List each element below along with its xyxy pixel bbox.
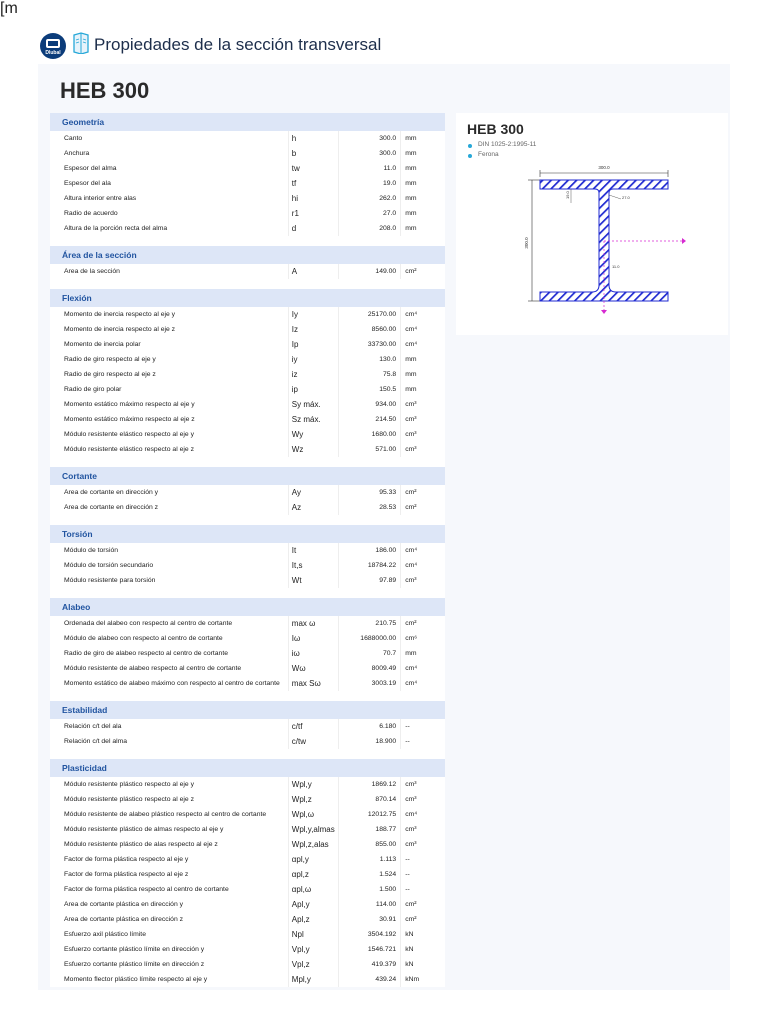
property-row [50, 822, 445, 837]
property-symbol: Sz máx. [288, 412, 338, 427]
property-row [50, 367, 445, 382]
property-row [50, 131, 445, 146]
property-row [50, 661, 445, 676]
property-value: 18784.22 [338, 558, 402, 573]
property-value: 571.00 [338, 442, 402, 457]
property-unit: cm⁴ [405, 811, 418, 818]
property-symbol: Npl [288, 927, 338, 942]
property-value: 12012.75 [338, 807, 402, 822]
property-symbol: αpl,y [288, 852, 338, 867]
property-row [50, 176, 445, 191]
property-value: 188.77 [338, 822, 402, 837]
property-description: Factor de forma plástica respecto al eje y [64, 856, 189, 863]
property-symbol: A [288, 264, 338, 279]
property-description: Factor de forma plástica respecto al centro de cortante [64, 886, 229, 893]
property-description: Módulo resistente elástico respecto al eje y [64, 431, 194, 438]
property-value: 18.900 [338, 734, 402, 749]
property-row [50, 146, 445, 161]
property-unit: -- [405, 723, 410, 730]
property-row [50, 485, 445, 500]
group-header: Alabeo [50, 598, 445, 616]
logo-text: Dlubal [45, 50, 61, 56]
property-symbol: d [288, 221, 338, 236]
property-description: Esfuerzo cortante plástico límite en dirección y [64, 946, 205, 953]
property-description: Módulo resistente de alabeo respecto al centro de cortante [64, 665, 242, 672]
property-unit: kN [405, 946, 414, 953]
property-description: Ordenada del alabeo con respecto al centro de cortante [64, 620, 233, 627]
property-row [50, 352, 445, 367]
property-description: Módulo resistente plástico de almas respecto al eje y [64, 826, 224, 833]
property-symbol: iω [288, 646, 338, 661]
property-value: 210.75 [338, 616, 402, 631]
property-symbol: Ay [288, 485, 338, 500]
property-symbol: Iz [288, 322, 338, 337]
property-row [50, 942, 445, 957]
property-description: Área de la sección [64, 268, 120, 275]
property-value: 33730.00 [338, 337, 402, 352]
group-header: Cortante [50, 467, 445, 485]
property-symbol: Wpl,y,almas [288, 822, 338, 837]
property-value: 97.89 [338, 573, 402, 588]
property-symbol: b [288, 146, 338, 161]
property-unit: kN [405, 931, 414, 938]
property-description: Área de cortante en dirección z [64, 504, 159, 511]
property-value: 1.524 [338, 867, 402, 882]
property-row [50, 837, 445, 852]
property-unit: cm³ [405, 431, 417, 438]
property-description: Relación c/t del ala [64, 723, 122, 730]
property-symbol: max Sω [288, 676, 338, 691]
section-preview-panel [456, 113, 728, 335]
property-row [50, 792, 445, 807]
property-symbol: It [288, 543, 338, 558]
property-row [50, 191, 445, 206]
property-row [50, 427, 445, 442]
property-row [50, 264, 445, 279]
property-unit: cm³ [405, 781, 417, 788]
group-spacer [50, 588, 445, 598]
property-row [50, 777, 445, 792]
property-value: 439.24 [338, 972, 402, 987]
property-symbol: Wpl,ω [288, 807, 338, 822]
property-unit: -- [405, 886, 410, 893]
property-unit: cm³ [405, 401, 417, 408]
property-symbol: Iy [288, 307, 338, 322]
property-value: 208.0 [338, 221, 402, 236]
property-unit: cm⁴ [405, 680, 418, 687]
property-value: 1688000.00 [338, 631, 402, 646]
property-symbol: Iω [288, 631, 338, 646]
properties-table [50, 113, 445, 987]
source-item-norm: DIN 1025-2:1995-11 [466, 141, 536, 151]
property-value: 262.0 [338, 191, 402, 206]
property-value: 3003.19 [338, 676, 402, 691]
property-description: Momento estático de alabeo máximo con respecto al centro de cortante [64, 680, 280, 687]
property-description: Módulo de alabeo con respecto al centro de cortante [64, 635, 223, 642]
property-description: Esfuerzo cortante plástico límite en dirección z [64, 961, 205, 968]
property-row [50, 882, 445, 897]
property-value: 28.53 [338, 500, 402, 515]
property-row [50, 382, 445, 397]
property-row [50, 616, 445, 631]
property-unit: -- [405, 738, 410, 745]
property-unit: cm³ [405, 826, 417, 833]
section-drawing [456, 113, 728, 335]
app-title: Propiedades de la sección transversal [94, 35, 382, 54]
property-value: 870.14 [338, 792, 402, 807]
property-unit: cm² [405, 268, 417, 275]
property-value: 8560.00 [338, 322, 402, 337]
property-value: 1680.00 [338, 427, 402, 442]
property-value: 1869.12 [338, 777, 402, 792]
group-header: Plasticidad [50, 759, 445, 777]
property-description: Espesor del alma [64, 165, 117, 172]
property-row [50, 307, 445, 322]
property-row [50, 337, 445, 352]
group-header: Área de la sección [50, 246, 445, 264]
property-symbol: Apl,y [288, 897, 338, 912]
property-value: 25170.00 [338, 307, 402, 322]
property-row [50, 500, 445, 515]
property-description: Momento de inercia respecto al eje z [64, 326, 176, 333]
property-unit: cm⁶ [405, 635, 418, 642]
property-symbol: Wpl,z,alas [288, 837, 338, 852]
property-symbol: Wy [288, 427, 338, 442]
property-unit: cm² [405, 489, 417, 496]
property-symbol: max ω [288, 616, 338, 631]
property-unit: cm⁴ [405, 326, 418, 333]
property-description: Momento estático máximo respecto al eje z [64, 416, 195, 423]
property-row [50, 161, 445, 176]
property-value: 114.00 [338, 897, 402, 912]
property-row [50, 676, 445, 691]
dim-label-top: 300.0 [598, 165, 610, 170]
property-description: Esfuerzo axil plástico límite [64, 931, 146, 938]
property-unit: mm [405, 135, 417, 142]
property-unit: mm [405, 165, 417, 172]
property-value: 934.00 [338, 397, 402, 412]
property-description: Canto [64, 135, 83, 142]
property-description: Radio de giro respecto al eje z [64, 371, 156, 378]
property-value: 75.8 [338, 367, 402, 382]
property-symbol: Wpl,y [288, 777, 338, 792]
section-title: HEB 300 [60, 78, 150, 103]
property-description: Momento flector plástico límite respecto al eje y [64, 976, 208, 983]
dim-label-left: 300.0 [524, 237, 529, 249]
group-spacer [50, 749, 445, 759]
property-unit: cm³ [405, 841, 417, 848]
property-description: Módulo resistente de alabeo plástico respecto al centro de cortante [64, 811, 267, 818]
property-unit: cm³ [405, 796, 417, 803]
property-description: Área de cortante en dirección y [64, 489, 159, 496]
group-header: Flexión [50, 289, 445, 307]
property-unit: cm⁴ [405, 311, 418, 318]
property-row [50, 897, 445, 912]
property-unit: mm [405, 150, 417, 157]
property-symbol: r1 [288, 206, 338, 221]
section-properties-icon [72, 32, 90, 54]
property-unit: cm³ [405, 446, 417, 453]
property-row [50, 322, 445, 337]
property-symbol: Az [288, 500, 338, 515]
property-description: Módulo de torsión secundario [64, 562, 154, 569]
property-symbol: Vpl,y [288, 942, 338, 957]
property-row [50, 927, 445, 942]
property-value: 70.7 [338, 646, 402, 661]
property-unit: mm [405, 386, 417, 393]
property-description: Radio de giro respecto al eje y [64, 356, 156, 363]
property-unit: -- [405, 871, 410, 878]
property-row [50, 646, 445, 661]
app-header [38, 30, 758, 64]
property-unit: cm⁴ [405, 562, 418, 569]
property-symbol: Vpl,z [288, 957, 338, 972]
property-value: 11.0 [338, 161, 402, 176]
property-row [50, 442, 445, 457]
property-unit: cm² [405, 620, 417, 627]
property-value: 8009.49 [338, 661, 402, 676]
property-value: 150.5 [338, 382, 402, 397]
property-unit: kNm [405, 976, 420, 983]
property-symbol: tw [288, 161, 338, 176]
property-value: 1.500 [338, 882, 402, 897]
dim-label-tw: 11.0 [612, 264, 620, 269]
property-row [50, 397, 445, 412]
property-description: Módulo resistente plástico respecto al eje z [64, 796, 194, 803]
property-description: Radio de giro polar [64, 386, 122, 393]
property-unit: mm [405, 356, 417, 363]
property-symbol: αpl,z [288, 867, 338, 882]
property-symbol: Apl,z [288, 912, 338, 927]
property-row [50, 412, 445, 427]
property-value: 19.0 [338, 176, 402, 191]
property-value: 300.0 [338, 146, 402, 161]
property-value: 186.00 [338, 543, 402, 558]
property-description: Radio de giro de alabeo respecto al centro de cortante [64, 650, 228, 657]
property-unit: cm² [405, 901, 417, 908]
property-description: Momento de inercia polar [64, 341, 141, 348]
property-symbol: tf [288, 176, 338, 191]
group-spacer [50, 457, 445, 467]
property-description: Anchura [64, 150, 90, 157]
property-row [50, 957, 445, 972]
property-description: Área de cortante plástica en dirección z [64, 916, 184, 923]
property-description: Relación c/t del alma [64, 738, 128, 745]
property-value: 6.180 [338, 719, 402, 734]
property-value: 95.33 [338, 485, 402, 500]
property-unit: mm [405, 225, 417, 232]
source-item-manufacturer: Ferona [466, 151, 536, 161]
property-row [50, 543, 445, 558]
property-description: Módulo de torsión [64, 547, 119, 554]
property-unit: cm³ [405, 416, 417, 423]
property-value: 30.91 [338, 912, 402, 927]
property-symbol: Wt [288, 573, 338, 588]
property-row [50, 631, 445, 646]
group-header: Geometría [50, 113, 445, 131]
property-row [50, 912, 445, 927]
group-spacer [50, 691, 445, 701]
property-unit: cm⁴ [405, 665, 418, 672]
property-unit: mm [405, 371, 417, 378]
property-unit: cm⁴ [405, 547, 418, 554]
property-symbol: Ip [288, 337, 338, 352]
property-symbol: iz [288, 367, 338, 382]
unit-label: [m [0, 0, 18, 17]
property-value: 300.0 [338, 131, 402, 146]
property-unit: mm [405, 650, 417, 657]
property-value: 130.0 [338, 352, 402, 367]
property-description: Área de cortante plástica en dirección y [64, 901, 184, 908]
property-description: Factor de forma plástica respecto al eje z [64, 871, 189, 878]
property-description: Módulo resistente elástico respecto al eje z [64, 446, 194, 453]
property-description: Altura interior entre alas [64, 195, 137, 202]
property-symbol: c/tw [288, 734, 338, 749]
property-row [50, 867, 445, 882]
property-symbol: ip [288, 382, 338, 397]
property-row [50, 719, 445, 734]
property-unit: mm [405, 195, 417, 202]
property-description: Radio de acuerdo [64, 210, 118, 217]
property-value: 419.379 [338, 957, 402, 972]
property-value: 3504.192 [338, 927, 402, 942]
property-value: 855.00 [338, 837, 402, 852]
property-value: 1.113 [338, 852, 402, 867]
property-description: Módulo resistente plástico de alas respecto al eje z [64, 841, 218, 848]
property-row [50, 807, 445, 822]
property-symbol: It,s [288, 558, 338, 573]
property-row [50, 206, 445, 221]
property-row [50, 734, 445, 749]
property-symbol: Wz [288, 442, 338, 457]
dim-label-tf: 19.0 [565, 191, 570, 199]
property-unit: -- [405, 856, 410, 863]
property-symbol: αpl,ω [288, 882, 338, 897]
dim-label-r: 27.0 [622, 195, 630, 200]
property-row [50, 221, 445, 236]
property-row [50, 972, 445, 987]
property-value: 1546.721 [338, 942, 402, 957]
property-symbol: Wpl,z [288, 792, 338, 807]
preview-title: HEB 300 [467, 121, 524, 137]
property-symbol: Mpl,y [288, 972, 338, 987]
property-description: Altura de la porción recta del alma [64, 225, 168, 232]
property-symbol: Wω [288, 661, 338, 676]
group-spacer [50, 279, 445, 289]
property-symbol: Sy máx. [288, 397, 338, 412]
property-unit: cm² [405, 504, 417, 511]
property-value: 27.0 [338, 206, 402, 221]
property-unit: cm² [405, 916, 417, 923]
group-spacer [50, 515, 445, 525]
property-value: 149.00 [338, 264, 402, 279]
property-row [50, 558, 445, 573]
property-unit: cm⁴ [405, 341, 418, 348]
property-row [50, 852, 445, 867]
property-description: Momento de inercia respecto al eje y [64, 311, 176, 318]
property-symbol: c/tf [288, 719, 338, 734]
property-symbol: hi [288, 191, 338, 206]
property-description: Espesor del ala [64, 180, 111, 187]
property-symbol: h [288, 131, 338, 146]
property-description: Módulo resistente plástico respecto al eje y [64, 781, 194, 788]
group-header: Estabilidad [50, 701, 445, 719]
group-header: Torsión [50, 525, 445, 543]
property-unit: kN [405, 961, 414, 968]
property-description: Momento estático máximo respecto al eje y [64, 401, 195, 408]
property-unit: mm [405, 180, 417, 187]
property-description: Módulo resistente para torsión [64, 577, 156, 584]
property-symbol: iy [288, 352, 338, 367]
group-spacer [50, 236, 445, 246]
property-unit: cm³ [405, 577, 417, 584]
property-unit: mm [405, 210, 417, 217]
dlubal-logo [40, 33, 66, 59]
property-value: 214.50 [338, 412, 402, 427]
property-row [50, 573, 445, 588]
